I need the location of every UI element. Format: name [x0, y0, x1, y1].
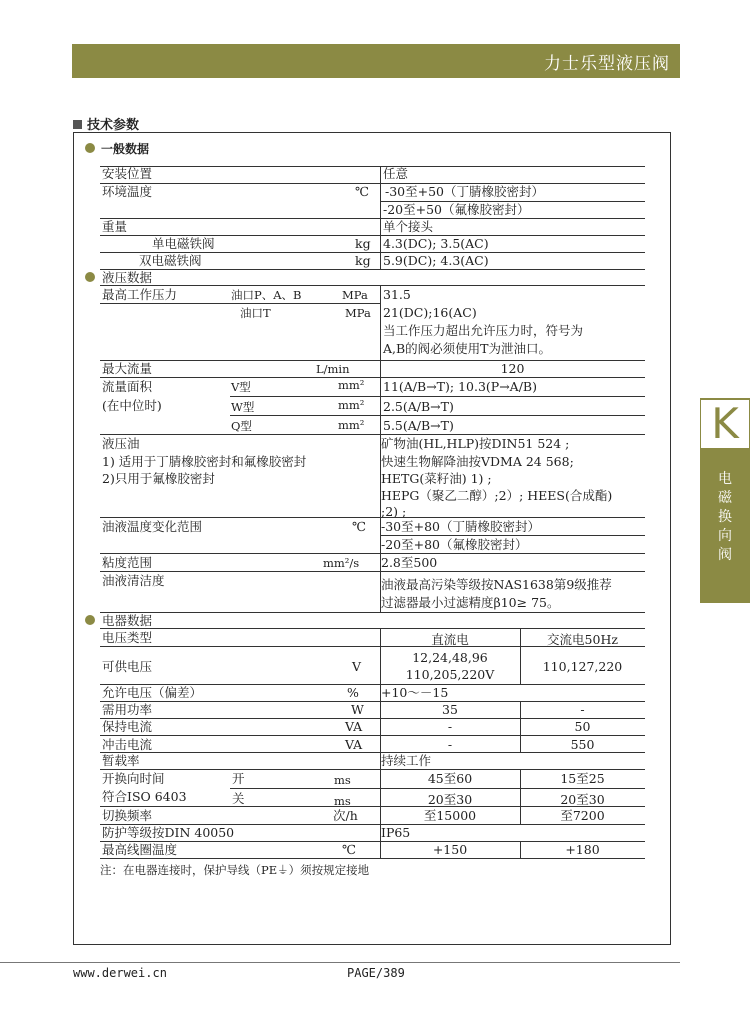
oil-value-1: 矿物油(HL,HLP)按DIN51 524 ; [381, 436, 570, 451]
footer-page: PAGE/389 [347, 966, 405, 980]
switch-open-unit: ms [334, 773, 351, 787]
rule [100, 377, 645, 378]
rule [100, 752, 645, 753]
rule [230, 415, 645, 416]
rule [100, 360, 645, 361]
rule [100, 646, 645, 647]
allowed-voltage-label: 允许电压（偏差） [102, 685, 203, 700]
q-value: 5.5(A/B→T) [383, 418, 454, 433]
env-temp-value-2: -20至+50（氟橡胶密封） [383, 202, 530, 217]
pab-value: 31.5 [383, 287, 411, 302]
t-value-3: A,B的阀必须使用T为泄油口。 [383, 341, 552, 356]
available-voltage-unit: V [352, 659, 362, 674]
install-value: 任意 [383, 166, 409, 181]
rule [100, 571, 645, 572]
inrush-current-ac: 550 [570, 737, 595, 752]
single-solenoid-unit: kg [355, 236, 371, 251]
hold-current-unit: VA [345, 719, 363, 734]
available-voltage-dc-1: 12,24,48,96 [412, 650, 488, 665]
env-temp-value-1: -30至+50（丁腈橡胶密封） [385, 184, 545, 199]
rule [100, 166, 645, 167]
t-unit: MPa [345, 306, 371, 320]
power-dc: 35 [442, 702, 458, 717]
section-heading [73, 114, 139, 133]
pab-unit: MPa [342, 288, 368, 302]
double-solenoid-unit: kg [355, 253, 371, 268]
flow-value: 120 [500, 361, 525, 376]
dc-header: 直流电 [431, 632, 469, 647]
flow-label: 最大流量 [102, 361, 153, 376]
viscosity-label: 粘度范围 [102, 555, 153, 570]
rule [380, 285, 381, 612]
switch-close-dc: 20至30 [427, 792, 473, 807]
ground-note: 注：在电器连接时，保护导线（PE⏚）须按规定接地 [100, 863, 370, 877]
rule [100, 303, 380, 304]
hold-current-ac: 50 [574, 719, 591, 734]
general-title: 一般数据 [101, 142, 150, 156]
inrush-current-unit: VA [345, 737, 363, 752]
rule [100, 269, 645, 270]
inrush-current-label: 冲击电流 [102, 737, 153, 752]
v-value: 11(A/B→T); 10.3(P→A/B) [383, 379, 537, 394]
oil-value-3: HETG(菜籽油) 1) ; [381, 471, 492, 486]
rule [100, 434, 645, 435]
cleanliness-value-2: 过滤器最小过滤精度β10≥ 75。 [381, 595, 560, 610]
protection-label: 防护等级按DIN 40050 [102, 825, 235, 840]
rule [100, 285, 645, 286]
bullet-dot-icon [85, 143, 95, 153]
w-value: 2.5(A/B→T) [383, 399, 454, 414]
double-solenoid-label: 双电磁铁阀 [139, 253, 202, 268]
available-voltage-ac: 110,127,220 [542, 659, 623, 674]
w-unit: mm² [338, 398, 365, 412]
available-voltage-dc-2: 110,205,220V [405, 667, 495, 682]
oil-temp-value-2: -20至+80（氟橡胶密封） [381, 537, 528, 552]
inrush-current-dc: - [447, 737, 453, 752]
power-ac: - [580, 702, 585, 717]
rule [100, 218, 645, 219]
header-bar [72, 44, 680, 78]
rule [520, 769, 521, 824]
switch-open-dc: 45至60 [427, 771, 473, 786]
oil-temp-value-1: -30至+80（丁腈橡胶密封） [381, 519, 541, 534]
side-tab-text: 电 磁 换 向 阀 [718, 471, 732, 563]
v-type-label: V型 [231, 380, 251, 394]
ac-header: 交流电50Hz [547, 632, 618, 647]
section-title: 技术参数 [87, 118, 140, 133]
oil-temp-unit: ℃ [352, 519, 366, 534]
rule [100, 183, 645, 184]
port-pab-label: 油口P、A、B [231, 288, 302, 302]
switch-frequency-dc: 至15000 [423, 808, 477, 823]
oil-value-4: HEPG（聚乙二醇）;2）; HEES(合成酯) [381, 488, 613, 503]
rule [100, 612, 645, 613]
switch-close-ac: 20至30 [560, 792, 605, 807]
rule [100, 718, 645, 719]
flow-unit: L/min [316, 362, 350, 376]
oil-note-2: 2)只用于氟橡胶密封 [102, 471, 215, 486]
viscosity-value: 2.8至500 [381, 555, 438, 570]
hydraulic-title: 液压数据 [102, 270, 153, 285]
footer-url[interactable]: www.derwei.cn [73, 966, 167, 980]
area-label-2: (在中位时) [102, 398, 162, 413]
switch-open-label: 开 [232, 771, 245, 786]
rule [380, 166, 381, 269]
rule [380, 535, 645, 536]
rule [100, 735, 645, 736]
duty-cycle-label: 暂载率 [102, 753, 140, 768]
power-unit: W [351, 702, 364, 717]
env-temp-label: 环境温度 [102, 184, 153, 199]
coil-temp-unit: ℃ [342, 842, 356, 857]
area-label: 流量面积 [102, 379, 153, 394]
oil-note-1: 1) 适用于丁腈橡胶密封和氟橡胶密封 [102, 454, 307, 469]
footer-divider [0, 962, 680, 963]
single-solenoid-label: 单电磁铁阀 [152, 236, 215, 251]
switching-time-label-2: 符合ISO 6403 [102, 789, 187, 804]
switch-close-unit: ms [334, 794, 351, 808]
rule [100, 806, 645, 807]
rule [100, 858, 645, 859]
rule [520, 841, 521, 858]
oil-value-2: 快速生物解降油按VDMA 24 568; [381, 454, 574, 469]
oil-label: 液压油 [102, 436, 140, 451]
oil-temp-label: 油液温度变化范围 [102, 519, 203, 534]
switch-close-label: 关 [232, 791, 245, 806]
protection-value: IP65 [381, 825, 411, 840]
rule [230, 788, 645, 789]
coil-temp-dc: +150 [432, 842, 468, 857]
t-value-2: 当工作压力超出允许压力时，符号为 [383, 323, 584, 338]
bullet-dot-icon [85, 272, 95, 282]
rule [100, 628, 645, 629]
t-value-1: 21(DC);16(AC) [383, 305, 477, 320]
rule [380, 628, 381, 858]
duty-cycle-value: 持续工作 [381, 753, 432, 768]
rule [100, 769, 645, 770]
env-temp-unit: ℃ [355, 184, 369, 199]
rule [100, 553, 645, 554]
square-bullet-icon [73, 120, 82, 129]
weight-label: 重量 [102, 219, 128, 234]
single-solenoid-value: 4.3(DC); 3.5(AC) [383, 236, 489, 251]
pressure-label: 最高工作压力 [102, 287, 178, 302]
allowed-voltage-value: +10～－15 [381, 685, 449, 700]
cleanliness-label: 油液清洁度 [102, 573, 165, 588]
rule [520, 628, 521, 684]
rule [230, 396, 645, 397]
switching-time-label: 开换向时间 [102, 771, 165, 786]
weight-value: 单个接头 [383, 219, 434, 234]
switch-frequency-ac: 至7200 [560, 808, 605, 823]
bullet-dot-icon [85, 615, 95, 625]
power-label: 需用功率 [102, 702, 153, 717]
switch-open-ac: 15至25 [560, 771, 605, 786]
oil-value-5: ;2) ; [381, 504, 407, 519]
switch-frequency-unit: 次/h [333, 808, 358, 823]
cleanliness-value-1: 油液最高污染等级按NAS1638第9级推荐 [381, 577, 612, 592]
switch-frequency-label: 切换频率 [102, 808, 153, 823]
rule [100, 517, 645, 518]
port-t-label: 油口T [240, 306, 271, 320]
available-voltage-label: 可供电压 [102, 659, 153, 674]
rule [100, 701, 645, 702]
coil-temp-ac: +180 [565, 842, 600, 857]
hold-current-dc: - [447, 719, 453, 734]
hold-current-label: 保持电流 [102, 719, 153, 734]
q-type-label: Q型 [231, 419, 252, 433]
w-type-label: W型 [231, 400, 255, 414]
double-solenoid-value: 5.9(DC); 4.3(AC) [383, 253, 489, 268]
voltage-type-label: 电压类型 [102, 630, 153, 645]
rule [520, 701, 521, 752]
rule [100, 841, 645, 842]
viscosity-unit: mm²/s [323, 556, 360, 570]
electrical-title: 电器数据 [102, 613, 153, 628]
q-unit: mm² [338, 418, 365, 432]
coil-temp-label: 最高线圈温度 [102, 842, 178, 857]
install-label: 安装位置 [102, 166, 153, 181]
allowed-voltage-unit: % [347, 685, 359, 700]
v-unit: mm² [338, 378, 365, 392]
side-tab-letter: K [701, 400, 749, 448]
page-title: 力士乐型液压阀 [544, 54, 670, 74]
